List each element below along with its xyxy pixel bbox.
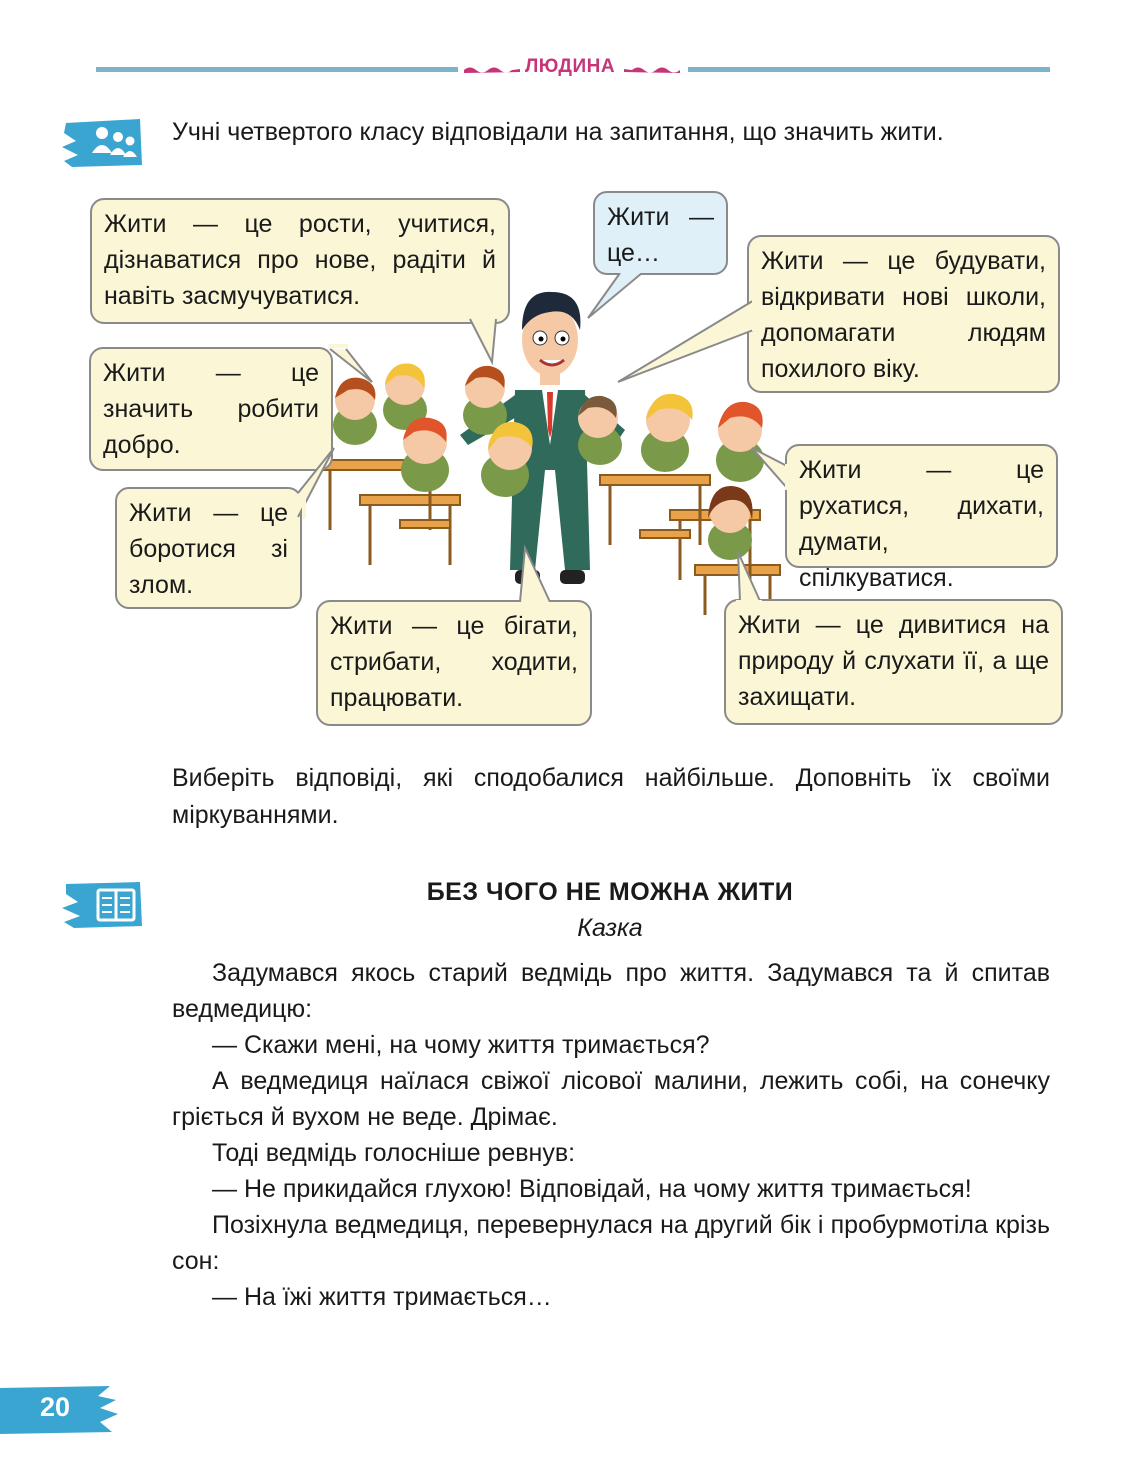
story-paragraph: Позіхнула ведмедиця, перевернулася на другий бік і пробурмотіла крізь сон: <box>172 1211 1050 1275</box>
open-book-icon <box>62 880 144 930</box>
answer-bubble-1 <box>90 198 510 324</box>
story-paragraph: — Не прикидайся глухою! Відповідай, на чому життя тримається! <box>212 1175 972 1203</box>
story-paragraph: — На їжі життя тримається… <box>212 1283 552 1311</box>
story-title: БЕЗ ЧОГО НЕ МОЖНА ЖИТИ <box>426 878 794 906</box>
story-text <box>172 955 1050 1315</box>
answer-bubble-text: Жити — це… <box>607 203 714 267</box>
header-rule-right <box>688 67 1050 72</box>
story-subtitle: Казка <box>577 914 643 942</box>
classroom-illustration <box>300 270 800 650</box>
story-paragraph: Задумався якось старий ведмідь про життя. Задумався та й спитав ведмедицю: <box>172 959 1050 1023</box>
page-number: 20 <box>40 1392 71 1422</box>
answer-bubble-text: Жити — це значить робити добро. <box>103 359 319 459</box>
answer-bubble-2 <box>593 191 728 275</box>
answer-bubble-text: Жити — це будувати, відкривати нові школи, допомагати людям похилого віку. <box>761 247 1046 383</box>
answer-bubble-7 <box>316 600 592 726</box>
story-paragraph: Тоді ведмідь голосніше ревнув: <box>212 1139 576 1167</box>
section-title: ЛЮДИНА <box>524 56 616 77</box>
story-paragraph: А ведмедиця наїлася свіжої лісової малини, лежить собі, на сонечку гріється й вухом не веде. Дрімає. <box>172 1067 1050 1131</box>
answer-bubble-text: Жити — це дивитися на природу й слухати її, а ще захищати. <box>738 611 1049 711</box>
header-rule-left <box>96 67 458 72</box>
answer-bubble-text: Жити — це рости, учитися, дізнаватися про нове, радіти й навіть засмучуватися. <box>104 210 496 310</box>
answer-bubble-3 <box>747 235 1060 393</box>
answer-bubble-4 <box>89 347 333 471</box>
answer-bubble-text: Жити — це бігати, стрибати, ходити, працювати. <box>330 612 578 712</box>
story-paragraph: — Скажи мені, на чому життя тримається? <box>212 1031 710 1059</box>
answer-bubble-5 <box>785 444 1058 592</box>
intro-text: Учні четвертого класу відповідали на запитання, що значить жити. <box>172 118 944 146</box>
answer-bubble-8 <box>724 599 1063 725</box>
answer-bubble-6 <box>115 487 302 609</box>
group-discussion-icon <box>62 117 144 169</box>
instruction-text: Виберіть відповіді, які сподобалися найбільше. Доповніть їх своїми міркуваннями. <box>172 764 1050 829</box>
answer-bubble-text: Жити — це боротися зі злом. <box>129 499 288 599</box>
answer-bubble-text: Жити — це рухатися, дихати, думати, спілкуватися. <box>799 456 1044 592</box>
header-ornament-right <box>624 65 680 74</box>
